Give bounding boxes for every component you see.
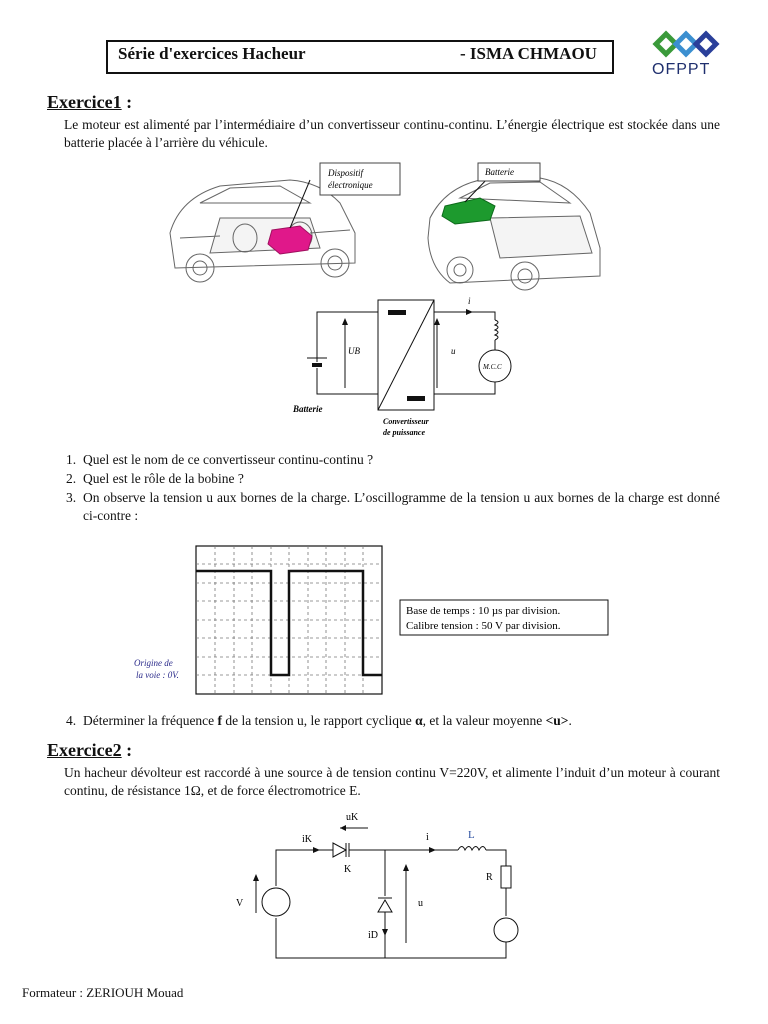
question-number: 4. [66,713,77,728]
electronic-device-mark [268,226,312,254]
exercice2-heading [47,740,132,761]
mcc-label: M.C.C [483,363,502,371]
device-label-line2: électronique [328,180,373,190]
q4-text-end: . [568,713,572,728]
r-label: R [486,872,493,883]
voltage-scale-text: Calibre tension : 50 V par division. [406,620,561,632]
question-4 [66,712,720,730]
q4-text-mid1: de la tension u, le rapport cyclique [222,713,416,728]
q4-frequency-symbol: f [217,713,223,728]
exercice1-circuit [285,292,525,442]
ub-label: UB [348,346,360,356]
battery-mark [442,198,495,224]
exercice1-intro: Le moteur est alimenté par l’intermédiaire d’un convertisseur continu-continu. L’énergie électrique est stockée dans une batterie placée à l’arrière du véhicule. [64,117,720,150]
k-label: K [344,864,352,875]
document-title: Série d'exercices Hacheur [118,44,306,63]
battery-label: Batterie [485,167,514,177]
origin-label-line2: la voie : 0V. [136,670,179,680]
uk-label: uK [346,812,359,823]
question-number: 3. [66,490,77,505]
question-1 [66,451,720,469]
exercice1-heading [47,92,132,113]
exercice2-heading-colon: : [121,740,133,760]
device-label-line1: Dispositif [328,168,364,178]
l-label: L [468,829,475,841]
question-text: Quel est le rôle de la bobine ? [83,471,244,486]
converter-label-line2: de puissance [383,428,425,437]
footer-instructor: Formateur : ZERIOUH Mouad [22,985,184,1000]
rear-car-drawing [428,178,600,290]
question-text: Quel est le nom de ce convertisseur continu-continu ? [83,452,374,467]
q4-average-symbol: <u> [545,713,569,728]
ik-label: iK [302,834,312,845]
u-label: u [451,346,456,356]
exercice1-heading-colon: : [121,92,133,112]
exercice2-heading-word: Exercice2 [47,740,122,760]
time-base-text: Base de temps : 10 µs par division. [406,605,561,617]
q4-text-pre: Déterminer la fréquence [83,713,218,728]
car-illustrations [160,158,610,293]
question-number: 2. [66,471,77,486]
batterie-label: Batterie [293,404,323,414]
origin-label-line1: Origine de [134,658,173,668]
logo-text: OFPPT [652,61,711,78]
exercice1-heading-word: Exercice1 [47,92,122,112]
q4-alpha-symbol: α [415,713,423,728]
document-author: - ISMA CHMAOU [460,44,597,63]
converter-label-line1: Convertisseur [383,417,429,426]
i-label: i [468,296,471,306]
question-number: 1. [66,452,77,467]
exercice2-circuit [228,808,528,964]
question-2 [66,470,720,488]
u-label: u [418,898,423,909]
q4-text-mid2: , et la valeur moyenne [422,713,546,728]
v-label: V [236,898,244,909]
id-label: iD [368,930,378,941]
question-3 [66,489,720,525]
oscillogram [130,542,610,698]
i-label: i [426,832,429,843]
exercice2-intro: Un hacheur dévolteur est raccordé à une source à de tension continu V=220V, et alimente l’induit d’un moteur à courant continu, de résistance 1Ω, et de force électromotrice E. [64,765,720,798]
question-text: On observe la tension u aux bornes de la charge. L’oscillogramme de la tension u aux bornes de la charge est donné ci-contre : [83,490,720,523]
